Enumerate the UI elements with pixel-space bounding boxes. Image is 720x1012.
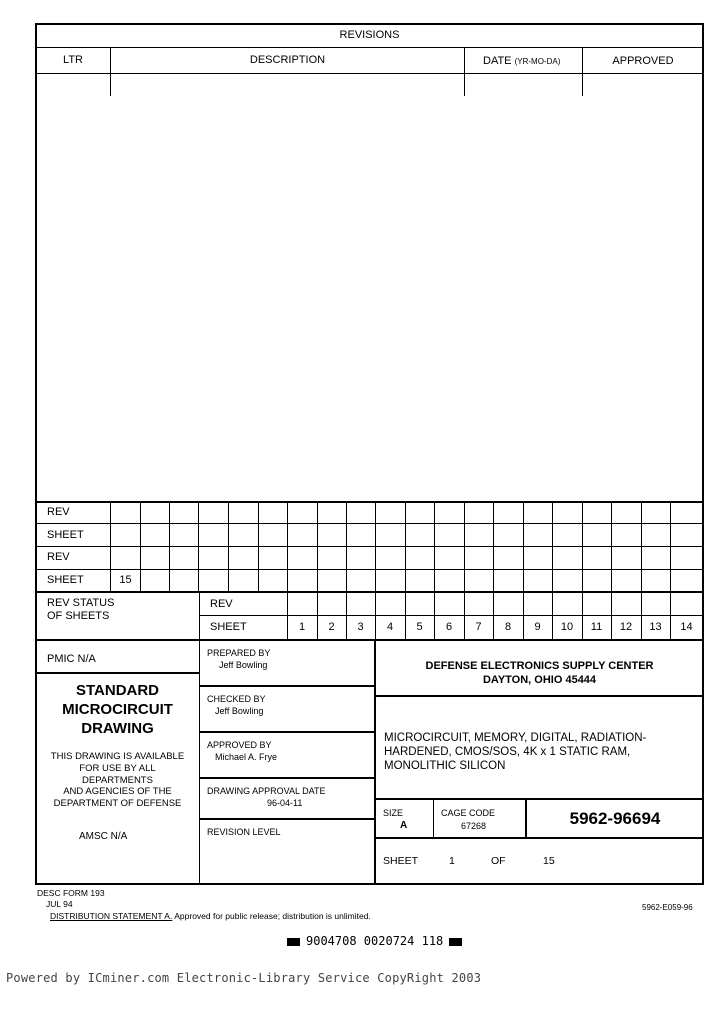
approved-by-label: APPROVED BY <box>207 740 272 750</box>
status-sheet-number: 4 <box>386 621 394 633</box>
availability-line-5: DEPARTMENT OF DEFENSE <box>53 798 182 809</box>
rule <box>199 592 200 884</box>
rule <box>36 73 703 74</box>
form-code: 5962-E059-96 <box>642 903 693 912</box>
rule <box>552 502 553 591</box>
part-title-line-2: HARDENED, CMOS/SOS, 4K x 1 STATIC RAM, <box>384 746 631 758</box>
rule <box>200 731 375 733</box>
title-drawing: DRAWING <box>81 720 154 737</box>
sheet-row-2-label: SHEET <box>47 574 84 586</box>
title-standard: STANDARD <box>75 682 160 699</box>
cage-code-label: CAGE CODE <box>441 808 496 818</box>
barcode-block-left <box>287 938 300 946</box>
of-value: 15 <box>543 855 555 867</box>
rule <box>140 502 141 591</box>
status-sheet-number: 11 <box>590 621 603 633</box>
checked-by-name: Jeff Bowling <box>215 706 264 716</box>
col-description: DESCRIPTION <box>249 54 326 66</box>
rev-row-2-label: REV <box>47 551 70 563</box>
rule <box>228 502 229 591</box>
status-sheet-number: 1 <box>298 621 306 633</box>
rule <box>36 501 703 503</box>
status-sheet-number: 13 <box>649 621 662 633</box>
rule <box>36 591 703 593</box>
rule <box>169 502 170 591</box>
col-date-format: (YR-MO-DA) <box>514 57 561 66</box>
barcode-text: 9004708 0020724 118 <box>306 934 444 948</box>
rule <box>36 672 200 674</box>
rule <box>641 502 642 591</box>
rule <box>258 502 259 591</box>
agency-line-2: DAYTON, OHIO 45444 <box>482 674 597 686</box>
rule <box>464 502 465 591</box>
rev-status-sheet-label: SHEET <box>210 621 247 633</box>
status-sheet-number: 9 <box>534 621 541 633</box>
drawing-number: 5962-96694 <box>569 809 661 828</box>
part-title-line-1: MICROCIRCUIT, MEMORY, DIGITAL, RADIATION- <box>384 732 647 744</box>
rule <box>493 502 494 591</box>
title-microcircuit: MICROCIRCUIT <box>62 701 173 718</box>
sheet-label: SHEET <box>383 855 419 867</box>
rule <box>433 799 434 837</box>
availability-line-4: AND AGENCIES OF THE <box>63 786 172 797</box>
rev-status-rev-label: REV <box>210 598 233 610</box>
approval-date-label: DRAWING APPROVAL DATE <box>207 786 326 796</box>
agency-line-1: DEFENSE ELECTRONICS SUPPLY CENTER <box>425 660 654 672</box>
status-sheet-number: 5 <box>416 621 423 633</box>
rule <box>198 502 199 591</box>
of-label: OF <box>491 855 506 867</box>
status-sheet-number: 7 <box>475 621 482 633</box>
rule <box>36 639 703 641</box>
distribution-text: Approved for public release; distribution is unlimited. <box>174 911 371 921</box>
checked-by-label: CHECKED BY <box>207 694 266 704</box>
part-title-line-3: MONOLITHIC SILICON <box>384 760 506 772</box>
rule <box>434 502 435 591</box>
rule <box>464 48 465 96</box>
sheet-value: 1 <box>449 855 455 867</box>
rule <box>375 837 703 839</box>
availability-line-2: FOR USE BY ALL <box>79 763 156 774</box>
availability-line-3: DEPARTMENTS <box>82 775 153 786</box>
rule <box>36 523 703 524</box>
rule <box>375 695 703 697</box>
status-sheet-number: 10 <box>560 621 574 633</box>
status-sheet-number: 2 <box>328 621 335 633</box>
revisions-title: REVISIONS <box>339 29 400 41</box>
rev-row-1-label: REV <box>47 506 70 518</box>
rule <box>582 502 583 591</box>
rule <box>375 798 703 800</box>
pmic: PMIC N/A <box>47 653 96 665</box>
col-ltr: LTR <box>63 54 83 66</box>
rule <box>200 685 375 687</box>
col-date <box>483 55 560 67</box>
barcode-line <box>287 934 462 948</box>
prepared-by-label: PREPARED BY <box>207 648 271 658</box>
rule <box>611 502 612 591</box>
rule <box>36 569 703 570</box>
rule <box>200 777 375 779</box>
size-label: SIZE <box>383 808 404 818</box>
sheet-row-2-first: 15 <box>119 574 132 586</box>
powered-by: Powered by ICminer.com Electronic-Library Service CopyRight 2003 <box>6 971 482 985</box>
cage-code-value: 67268 <box>461 821 487 831</box>
status-sheet-number: 14 <box>680 621 693 633</box>
approved-by-name: Michael A. Frye <box>215 752 278 762</box>
rule <box>405 502 406 591</box>
form-date: JUL 94 <box>46 899 73 909</box>
rev-status-label-1: REV STATUS <box>47 597 115 609</box>
status-sheet-number: 8 <box>504 621 512 633</box>
amsc: AMSC N/A <box>79 831 128 842</box>
rule <box>670 502 671 591</box>
status-sheet-number: 6 <box>445 621 453 633</box>
form-number: DESC FORM 193 <box>37 888 105 898</box>
status-sheet-number: 12 <box>619 621 633 633</box>
size-value: A <box>400 820 408 831</box>
rev-status-label-2: OF SHEETS <box>47 610 110 622</box>
rule <box>36 546 703 547</box>
rule <box>200 615 703 616</box>
availability-line-1: THIS DRAWING IS AVAILABLE <box>50 751 185 762</box>
revision-level-label: REVISION LEVEL <box>207 827 281 837</box>
prepared-by-name: Jeff Bowling <box>219 660 268 670</box>
rule <box>287 502 288 591</box>
rule <box>200 818 375 820</box>
rule <box>523 502 524 591</box>
rule <box>36 47 703 48</box>
distribution-statement <box>50 911 371 921</box>
barcode-block-right <box>449 938 462 946</box>
rule <box>346 502 347 591</box>
col-date-label: DATE <box>483 55 512 67</box>
distribution-label: DISTRIBUTION STATEMENT A. <box>50 911 173 921</box>
rule <box>317 502 318 591</box>
approval-date: 96-04-11 <box>267 798 303 808</box>
rule <box>375 502 376 591</box>
sheet-row-1-label: SHEET <box>47 529 84 541</box>
col-approved: APPROVED <box>612 55 674 67</box>
status-sheet-number: 3 <box>357 621 364 633</box>
